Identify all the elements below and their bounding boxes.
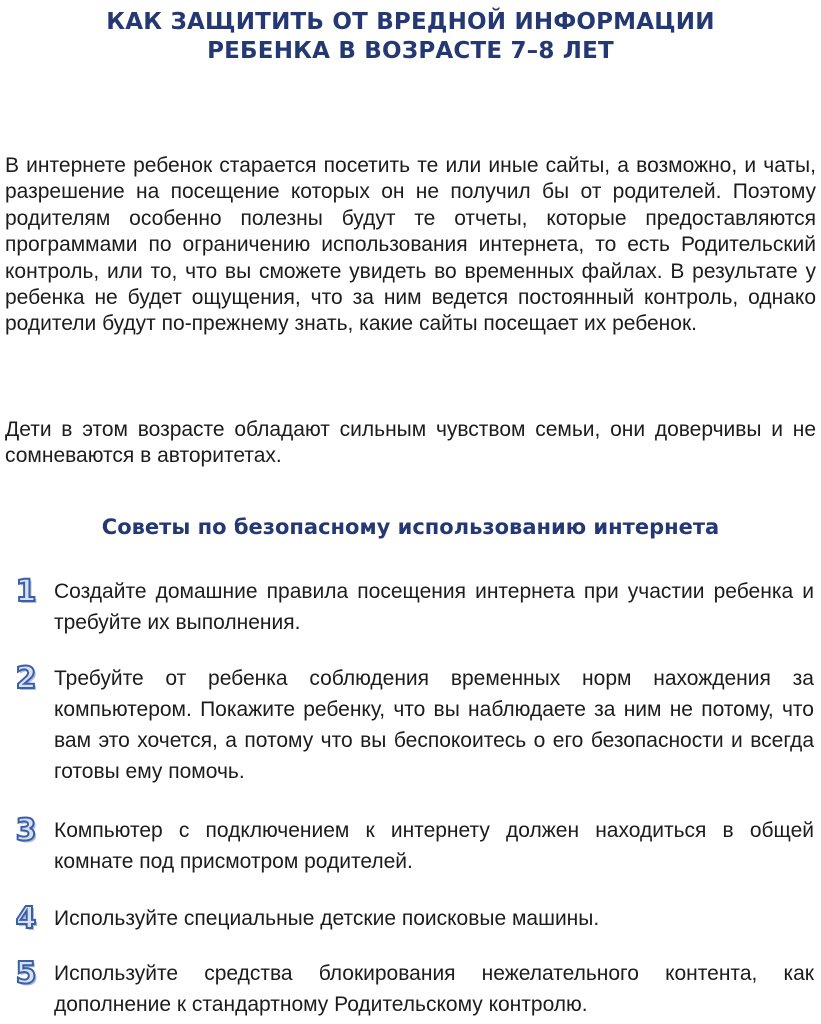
tip-text: Компьютер с подключением к интернету должен находиться в общей комнате под присмотром родителей. <box>54 819 814 873</box>
page-title-line-2: РЕБЕНКА В ВОЗРАСТЕ 7–8 ЛЕТ <box>207 38 614 64</box>
tip-number-3-icon: 3 <box>15 813 37 848</box>
tip-number-1-icon: 1 <box>15 574 37 609</box>
tip-number-2-icon: 2 <box>15 661 37 696</box>
page-title-line-1: КАК ЗАЩИТИТЬ ОТ ВРЕДНОЙ ИНФОРМАЦИИ <box>106 9 715 35</box>
intro-paragraph: В интернете ребенок старается посетить те или иные сайты, а возможно, и чаты, разрешение на посещение которых он не получил бы от родителей. Поэтому родителям особенно полезны будут те отчеты, которые предоставляются программами по ограничению использования интернета, то есть Родительский контроль, или то, что вы сможете увидеть во временных файлах. В результате у ребенка не будет ощущения, что за ним ведется постоянный контроль, однако родители будут по-прежнему знать, какие сайты посещает их ребенок. <box>5 154 816 336</box>
age-description-paragraph: Дети в этом возрасте обладают сильным чувством семьи, они доверчивы и не сомневаются в авторитетах. <box>5 418 816 468</box>
tip-text: Используйте специальные детские поисковые машины. <box>54 907 600 930</box>
tip-number-5-icon: 5 <box>15 956 37 991</box>
tip-text: Используйте средства блокирования нежелательного контента, как дополнение к стандартному Родительскому контролю. <box>54 962 814 1016</box>
page-title <box>0 8 821 66</box>
tips-heading: Советы по безопасному использованию интернета <box>101 515 720 539</box>
tip-number-4-icon: 4 <box>15 901 37 936</box>
tip-text: Создайте домашние правила посещения интернета при участии ребенка и требуйте их выполнения. <box>54 580 814 634</box>
tip-text: Требуйте от ребенка соблюдения временных норм нахождения за компьютером. Покажите ребенку, что вы наблюдаете за ним не потому, что вам это хочется, а потому что вы беспокоитесь о его безопасности и всегда готовы ему помочь. <box>54 667 814 783</box>
